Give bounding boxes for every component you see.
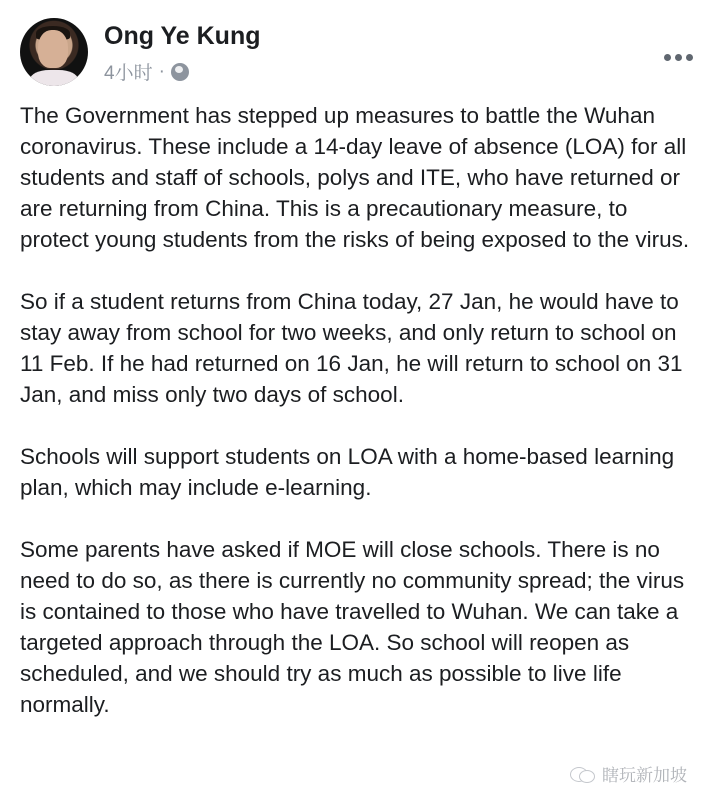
wechat-icon: [570, 765, 596, 783]
more-options-icon: [686, 54, 693, 61]
post-paragraph: Schools will support students on LOA with a home-based learning plan, which may include e-learning.: [20, 444, 675, 500]
post-header: [20, 18, 693, 88]
post-paragraph: The Government has stepped up measures to battle the Wuhan coronavirus. These include a 14-day leave of absence (LOA) for all students and staff of schools, polys and ITE, who have returned or are returning from China. This is a precautionary measure, to protect young students from the risks of being exposed to the virus.: [20, 103, 690, 252]
watermark: [570, 761, 687, 786]
watermark-text: 瞎玩新加坡: [602, 766, 687, 785]
post-paragraph: So if a student returns from China today, 27 Jan, he would have to stay away from school for two weeks, and only return to school on 11 Feb. If he had returned on 16 Jan, he will return to school on 31 Jan, and miss only two days of school.: [20, 289, 683, 407]
author-name[interactable]: Ong Ye Kung: [104, 22, 261, 50]
more-options-icon: [664, 54, 671, 61]
author-avatar[interactable]: [20, 18, 88, 86]
avatar-face: [38, 30, 68, 68]
more-options-button[interactable]: [664, 54, 693, 61]
avatar-shirt: [30, 70, 78, 86]
post-body: [20, 100, 690, 751]
meta-separator: ·: [158, 60, 165, 82]
post-timestamp[interactable]: 4小时: [104, 63, 153, 84]
post-meta: [104, 58, 189, 85]
globe-icon: [171, 63, 189, 81]
post-paragraph: Some parents have asked if MOE will close schools. There is no need to do so, as there is currently no community spread; the virus is contained to those who have travelled to Wuhan. We can take a targeted approach through the LOA. So school will reopen as scheduled, and we should try as much as possible to live life normally.: [20, 537, 685, 717]
more-options-icon: [675, 54, 682, 61]
